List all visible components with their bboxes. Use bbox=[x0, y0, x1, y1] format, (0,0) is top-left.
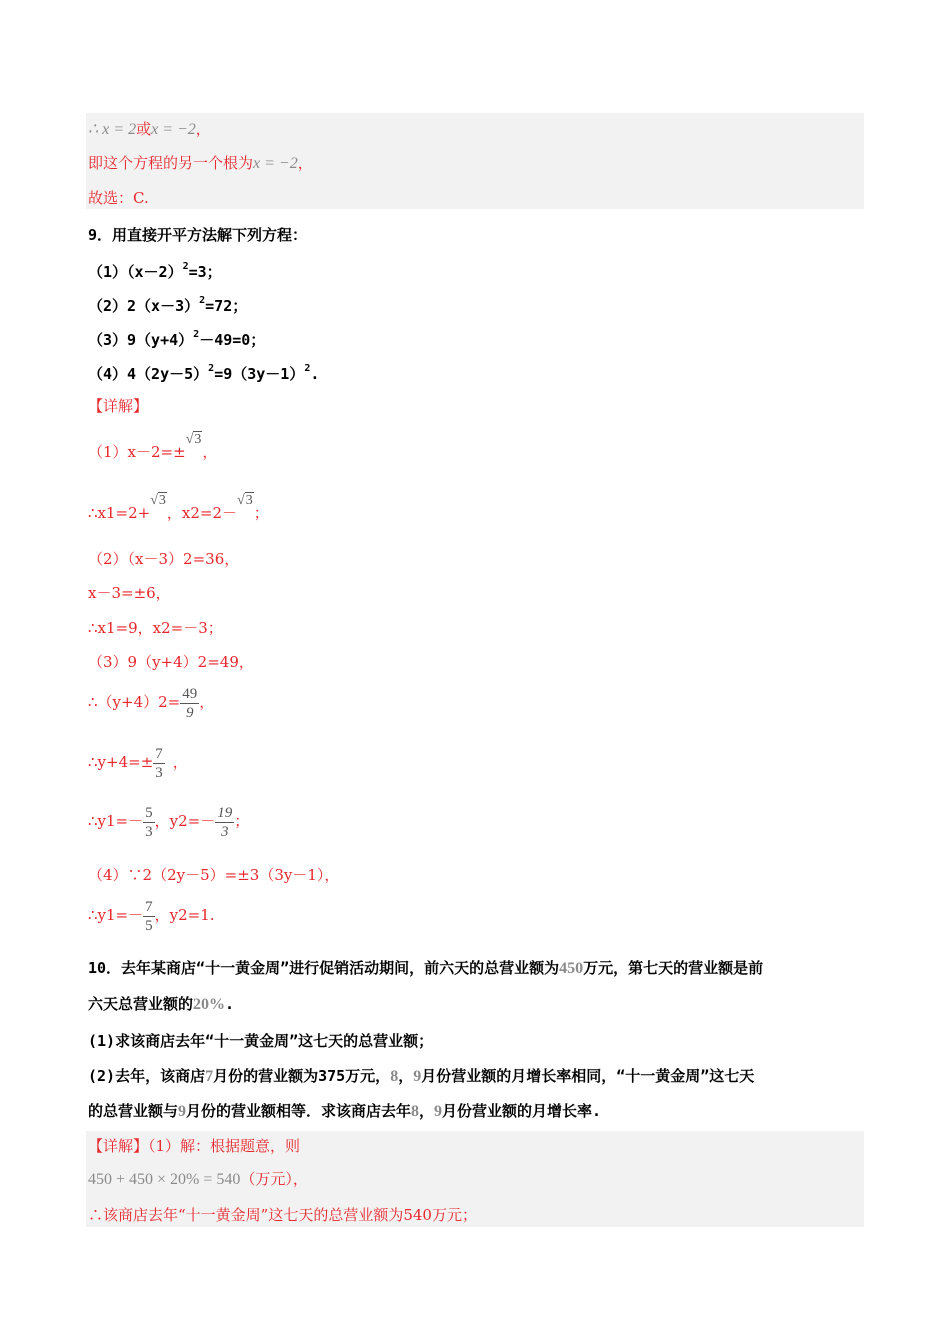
q9-item-2: $(2)2(x-3)^2=72$； bbox=[88, 295, 248, 315]
ans9-step-4: x－3=±6， bbox=[88, 584, 171, 602]
ans9-label: 【详解】 bbox=[88, 397, 149, 415]
top-line-3: 故选：C. bbox=[88, 189, 149, 207]
q10-line-1: 10．去年某商店“十一黄金周”进行促销活动期间，前六天的总营业额为450万元，第七天的营业额是前 bbox=[88, 959, 764, 977]
ans9-step-7: ∴（y+4）2= $\frac{49}{9}$ ， bbox=[88, 685, 215, 721]
ans9-step-1: （1）x－2=±√3， bbox=[88, 441, 217, 465]
sqrt-symbol: √3 bbox=[237, 493, 253, 508]
q10-line-5: 的总营业额与9月份的营业额相等．求该商店去年8，9月份营业额的月增长率. bbox=[88, 1102, 602, 1120]
fraction: $\frac{7}{5}$ bbox=[145, 898, 153, 934]
ans10-line-3: ∴该商店去年“十一黄金周”这七天的总营业额为540万元； bbox=[88, 1206, 477, 1224]
q9-title: 9．用直接开平方法解下列方程： bbox=[88, 226, 308, 244]
sqrt-symbol: √3 bbox=[150, 493, 166, 508]
q9-item-3: $(3)9(y+4)^2-49=0$； bbox=[88, 329, 266, 349]
fraction: $\frac{49}{9}$ bbox=[182, 685, 198, 721]
ans9-step-10: （4）∵2（2y－5）=±3（3y－1）， bbox=[88, 866, 340, 884]
sqrt-symbol: √3 bbox=[185, 432, 202, 447]
q10-line-3: (1)求该商店去年“十一黄金周”这七天的总营业额； bbox=[88, 1032, 434, 1050]
ans9-step-9: ∴y1=－ $\frac{5}{3}$ ，y2=－ $\frac{19}{3}$ ； bbox=[88, 804, 250, 840]
q9-item-1: $(1)(x-2)^2=3$； bbox=[88, 261, 222, 281]
math-x-eq-2: ∴ x = 2 bbox=[88, 121, 137, 138]
ans10-line-2: 450 + 450 × 20% = 540（万元）， bbox=[88, 1170, 308, 1188]
q9-item-4: $(4)4(2y-5)^2=9(3y-1)^2$. bbox=[88, 363, 320, 383]
top-line-2: 即这个方程的另一个根为x = −2， bbox=[88, 154, 313, 172]
ans9-step-3: （2）（x－3）2=36， bbox=[88, 550, 240, 568]
ans9-step-5: ∴x1=9，x2=－3； bbox=[88, 619, 223, 637]
ans10-line-1: 【详解】（1）解：根据题意，则 bbox=[88, 1137, 301, 1155]
ans9-step-6: （3）9（y+4）2=49， bbox=[88, 653, 254, 671]
top-line-1: ∴ x = 2或x = −2， bbox=[88, 120, 211, 138]
q10-line-4: (2)去年，该商店7月份的营业额为375万元，8，9月份营业额的月增长率相同，“十一黄金周”这七天 bbox=[88, 1067, 755, 1085]
ans9-step-2: ∴x1=2+√3，x2=2－√3； bbox=[88, 502, 269, 526]
fraction: $\frac{7}{3}$ bbox=[155, 745, 163, 781]
fraction: $\frac{19}{3}$ bbox=[217, 804, 233, 840]
math-x-eq-neg2: x = −2 bbox=[151, 121, 196, 138]
ans10-label: 【详解】 bbox=[88, 1137, 149, 1155]
or-text: 或 bbox=[136, 120, 152, 138]
ans9-step-11: ∴y1=－ $\frac{7}{5}$ ，y2=1. bbox=[88, 898, 215, 934]
ans9-step-8: ∴y+4=± $\frac{7}{3}$ ， bbox=[88, 745, 188, 781]
fraction: $\frac{5}{3}$ bbox=[145, 804, 153, 840]
q10-line-2: 六天总营业额的20%. bbox=[88, 995, 235, 1013]
